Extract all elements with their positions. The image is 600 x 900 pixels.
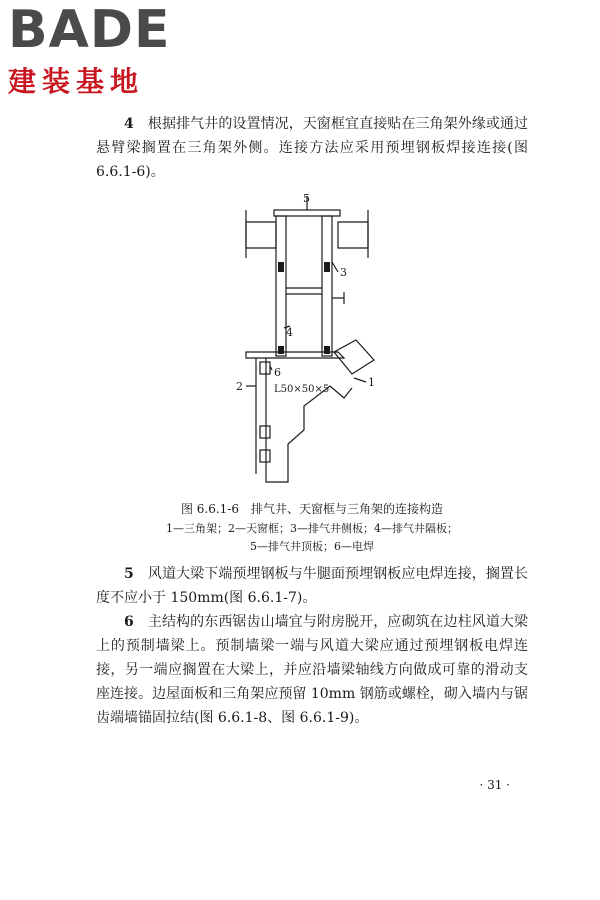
angle-plate-2 bbox=[260, 426, 270, 438]
logo-subtitle: 建装基地 bbox=[8, 65, 145, 98]
label-4: 4 bbox=[286, 326, 293, 339]
sloped-member bbox=[334, 340, 374, 374]
logo-wordmark: BADE bbox=[8, 0, 171, 60]
shaft-top-plate bbox=[274, 210, 340, 216]
right-top-bracket bbox=[338, 222, 368, 248]
paragraph-6 bbox=[96, 610, 528, 730]
clause-text: 根据排气井的设置情况，天窗框宜直接贴在三角架外缘或通过悬臂梁搁置在三角架外侧。连接方法应采用预埋钢板焊接连接(图 6.6.1-6)。 bbox=[96, 116, 529, 180]
label-1: 1 bbox=[368, 376, 375, 389]
figure-caption: 图 6.6.1-6 排气井、天窗框与三角架的连接构造 bbox=[180, 502, 444, 516]
clause-text: 风道大梁下端预埋钢板与牛腿面预埋钢板应电焊连接，搁置长度不应小于 150mm(图 6.6.1-7)。 bbox=[96, 566, 529, 606]
clause-text: 主结构的东西锯齿山墙宜与附房脱开，应砌筑在边柱风道大梁上的预制墙梁上。预制墙梁一端与风道大梁应通过预埋钢板电焊连接，另一端应搁置在大梁上，并应沿墙梁轴线方向做成可靠的滑动支座连接。边屋面板和三角架应预留 10mm 钢筋或螺栓，砌入墙内与锯齿端墙锚固拉结(图 6.6.1-8、图 6.6.1-9)。 bbox=[96, 614, 529, 726]
connection-detail-figure bbox=[226, 192, 396, 484]
figure-legend-line-2: 5—排气井顶板；6—电焊 bbox=[250, 540, 374, 553]
bade-logo bbox=[8, 0, 178, 100]
label-2: 2 bbox=[236, 380, 243, 393]
paragraph-4 bbox=[96, 112, 528, 184]
angle-spec: L50×50×5 bbox=[274, 384, 330, 395]
label-3: 3 bbox=[340, 266, 347, 279]
angle-plate-1 bbox=[260, 362, 270, 374]
label-6: 6 bbox=[274, 366, 281, 379]
label-5: 5 bbox=[303, 192, 310, 205]
figure-legend-line-1: 1—三角架；2—天窗框；3—排气井侧板；4—排气井隔板； bbox=[166, 522, 458, 535]
shaft-left-side-plate bbox=[276, 216, 286, 356]
shaft-right-side-plate bbox=[322, 216, 332, 356]
clause-number: 6 bbox=[124, 614, 134, 630]
paragraph-5 bbox=[96, 562, 528, 610]
left-top-bracket bbox=[246, 222, 276, 248]
clause-number: 4 bbox=[124, 116, 134, 132]
angle-plate-3 bbox=[260, 450, 270, 462]
clause-number: 5 bbox=[124, 566, 134, 582]
page-number: · 31 · bbox=[479, 778, 510, 792]
